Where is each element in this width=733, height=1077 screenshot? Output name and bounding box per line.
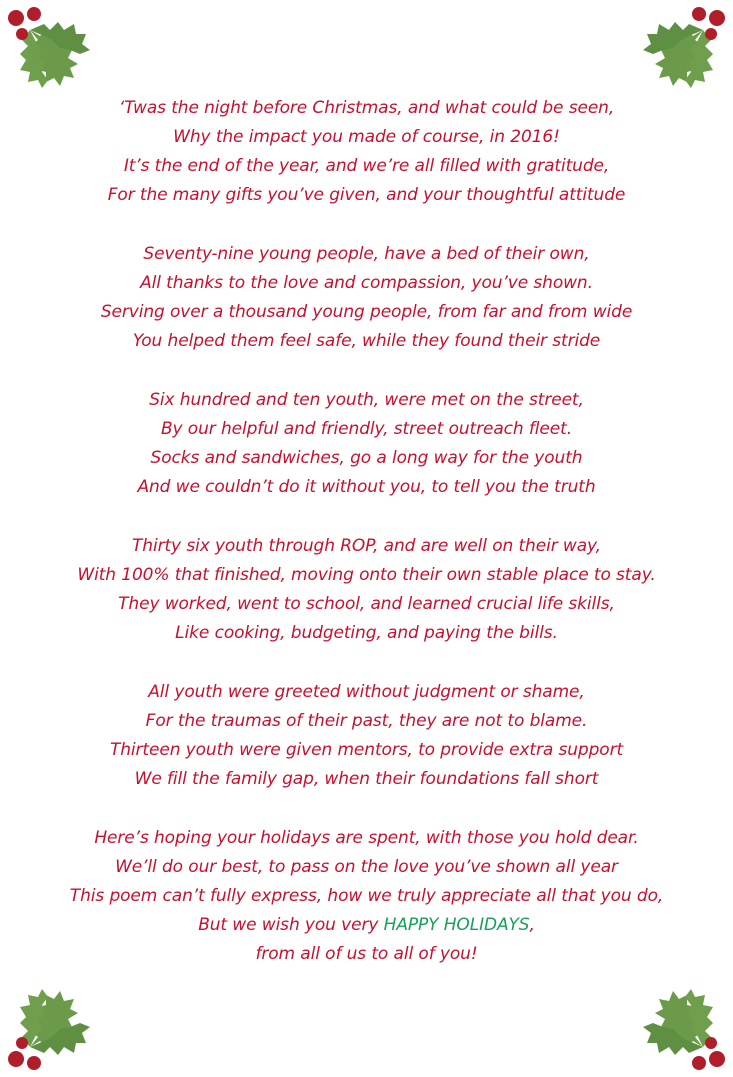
- poem-line: Why the impact you made of course, in 2016!: [173, 127, 560, 147]
- poem-line: By our helpful and friendly, street outreach fleet.: [160, 419, 573, 439]
- poem-line: All youth were greeted without judgment or shame,: [148, 682, 585, 702]
- poem-line: Serving over a thousand young people, from far and from wide: [100, 302, 633, 322]
- poem-line: This poem can’t fully express, how we truly appreciate all that you do,: [69, 886, 664, 906]
- poem-line: Thirteen youth were given mentors, to provide extra support: [109, 740, 624, 760]
- wish-suffix: ,: [529, 915, 535, 935]
- poem-line: Socks and sandwiches, go a long way for the youth: [150, 448, 583, 468]
- poem: [0, 94, 733, 969]
- poem-line: Six hundred and ten youth, were met on the street,: [149, 390, 584, 410]
- poem-line: All thanks to the love and compassion, you’ve shown.: [140, 273, 593, 293]
- stanza-gap: [0, 210, 733, 240]
- poem-line: ‘Twas the night before Christmas, and what could be seen,: [118, 98, 615, 118]
- poem-line: We’ll do our best, to pass on the love you’ve shown all year: [115, 857, 618, 877]
- poem-line: And we couldn’t do it without you, to tell you the truth: [137, 477, 596, 497]
- poem-line: Like cooking, budgeting, and paying the bills.: [175, 623, 558, 643]
- holly-icon: [0, 967, 110, 1077]
- stanza-gap: [0, 794, 733, 824]
- stanza-gap: [0, 502, 733, 532]
- poem-line: We fill the family gap, when their foundations fall short: [134, 769, 599, 789]
- stanza-gap: [0, 648, 733, 678]
- poem-line: They worked, went to school, and learned crucial life skills,: [118, 594, 615, 614]
- poem-line: Seventy-nine young people, have a bed of their own,: [143, 244, 590, 264]
- closing-line: from all of us to all of you!: [255, 944, 478, 964]
- holly-icon: [623, 967, 733, 1077]
- poem-line: Thirty six youth through ROP, and are well on their way,: [132, 536, 601, 556]
- stanza-gap: [0, 356, 733, 386]
- wish-prefix: But we wish you very: [198, 915, 384, 935]
- poem-line: It’s the end of the year, and we’re all filled with gratitude,: [123, 156, 610, 176]
- poem-line: For the many gifts you’ve given, and your thoughtful attitude: [107, 185, 626, 205]
- wish-line: [0, 911, 733, 940]
- happy-holidays-highlight: HAPPY HOLIDAYS: [383, 915, 530, 935]
- poem-line: You helped them feel safe, while they found their stride: [132, 331, 601, 351]
- poem-line: With 100% that finished, moving onto their own stable place to stay.: [77, 565, 656, 585]
- poem-line: For the traumas of their past, they are not to blame.: [145, 711, 588, 731]
- poem-line: Here’s hoping your holidays are spent, with those you hold dear.: [94, 828, 639, 848]
